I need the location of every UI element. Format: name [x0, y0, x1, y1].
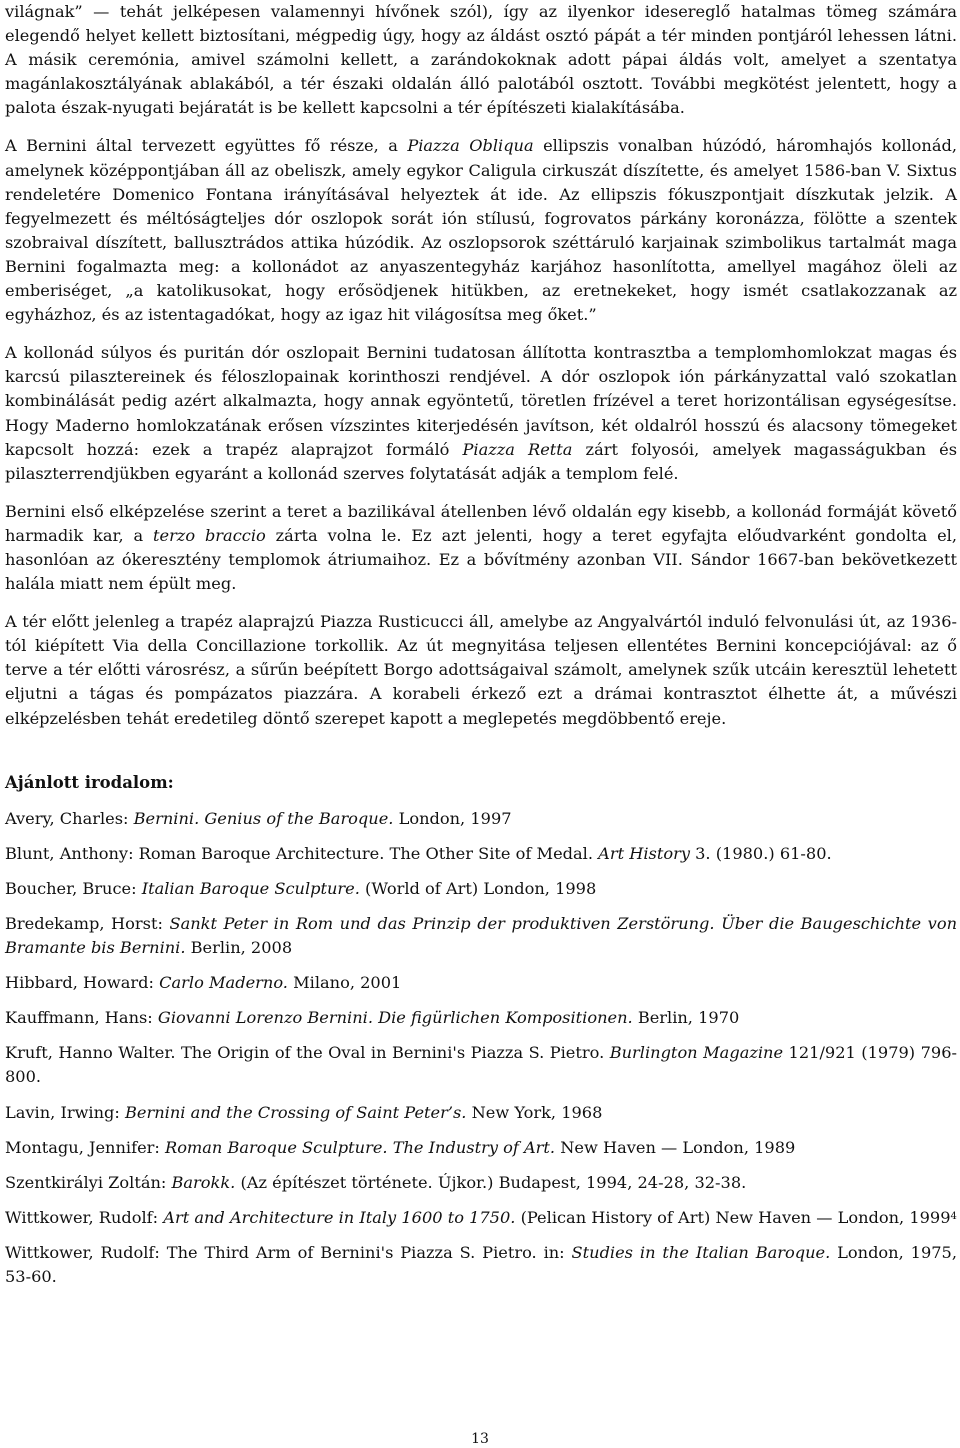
- reference-title: Barokk.: [171, 1172, 236, 1192]
- paragraph-text: Bernini első elképzelése szerint a teret a bazilikával átellenben lévő oldalán egy kisebb, a kollonád formáját követő harmadik kar, a: [5, 501, 957, 545]
- reference-item: [5, 971, 957, 995]
- reference-author: Blunt, Anthony: Roman Baroque Architecture. The Other Site of Medal.: [5, 843, 599, 863]
- paragraph-text: A kollonád súlyos és puritán dór oszlopait Bernini tudatosan állította kontrasztba a templomhomlokzat magas és karcsú pilasztereinek és féloszlopainak korinthoszi rendjével. A dór oszlopok ión párkányzattal való szokatlan kombinálását pedig azért alkalmazta, hogy annak egyöntetű, töretlen frízével a teret horizontálisan egységesítse. Hogy Maderno homlokzatának erősen vízszintes kiterjedésén javítson, két oldalról hosszú és alacsony tömegeket kapcsolt hozzá: ezek a trapéz alaprajzot formáló: [5, 343, 957, 459]
- reference-details: Milano, 2001: [287, 973, 402, 993]
- reference-title: Sankt Peter in Rom und das Prinzip der produktiven Zerstörung. Über die Baugeschichte von Bramante bis Bernini.: [5, 914, 957, 958]
- reference-author: Bredekamp, Horst:: [5, 914, 170, 933]
- reference-author: Montagu, Jennifer:: [5, 1137, 165, 1157]
- edition-superscript: 4: [950, 1210, 957, 1222]
- paragraph-text: A Bernini által tervezett együttes fő része, a: [5, 136, 408, 156]
- italic-term: terzo braccio: [152, 525, 266, 545]
- paragraph-text: A tér előtt jelenleg a trapéz alaprajzú Piazza Rusticucci áll, amelybe az Angyalvártól induló felvonulási út, az 1936-tól kiépített Via della Concillazione torkollik. Az út megnyitása teljesen ellentétes Bernini koncepciójával: az ő terve a tér előtti városrész, a sűrűn beépített Borgo adottságaival számolt, amelynek szűk utcáin keresztül lehetett eljutni a tágas és pompázatos piazzára. A korabeli érkező ezt a drámai kontrasztot élhette át, a művészi elképzelésben tehát eredetileg döntő szerepet kapott a meglepetés megdöbbentő ereje.: [5, 612, 957, 728]
- reference-author: Avery, Charles:: [5, 808, 134, 828]
- reference-author: Kruft, Hanno Walter. The Origin of the Oval in Bernini's Piazza S. Pietro.: [5, 1043, 610, 1063]
- reference-details: London, 1997: [393, 808, 512, 828]
- italic-term: Piazza Obliqua: [407, 136, 534, 156]
- reference-title: Giovanni Lorenzo Bernini. Die figürlichen Kompositionen.: [157, 1008, 633, 1028]
- reference-details: Berlin, 1970: [632, 1008, 740, 1028]
- reference-item: [5, 842, 957, 866]
- reference-title: Studies in the Italian Baroque.: [571, 1242, 831, 1262]
- reference-details: (Pelican History of Art) New Haven — London, 1999: [515, 1207, 951, 1227]
- paragraph-text: ellipszis vonalban húzódó, háromhajós kollonád, amelynek középpontjában áll az obeliszk, amely egykor Caligula cirkuszát díszítette, és amelyet 1586-ban V. Sixtus rendeletére Domenico Fontana irányításával helyeztek át ide. Az ellipszis fókuszpontjait díszkutak jelzik. A fegyelmezett és méltóságteljes dór oszlopok sorát ión stílusú, fogrovatos párkány koronázza, fölötte a szentek szobraival díszített, ballusztrádos attika húzódik. Az oszlopsorok széttáruló karjainak szimbolikus tartalmát maga Bernini fogalmazta meg: a kollonádot az anyaszentegyház karjához hasonlította, amellyel magához öleli az emberiséget, „a katolikusokat, hogy erősödjenek hitükben, az eretnekeket, hogy ismét csatlakozzanak az egyházhoz, és az istentagadókat, hogy az igaz hit világosítsa meg őket.”: [5, 136, 958, 325]
- reference-item: [5, 1171, 957, 1195]
- reference-details: 3. (1980.) 61-80.: [689, 843, 832, 863]
- page-number: 13: [471, 1431, 489, 1447]
- reference-item: [5, 1136, 957, 1160]
- reference-details: New York, 1968: [466, 1102, 603, 1122]
- reference-author: Szentkirályi Zoltán:: [5, 1172, 172, 1192]
- reference-details: 121/921 (1979) 796-800.: [5, 1043, 957, 1087]
- paragraph-1: [5, 0, 957, 120]
- paragraph-text: világnak” — tehát jelképesen valamennyi hívőnek szól), így az ilyenkor idesereglő hatalmas tömeg számára elegendő helyet kellett biztosítani, mégpedig úgy, hogy az áldást osztó pápát a tér minden pontjáról lehessen látni. A másik ceremónia, amivel számolni kellett, a zarándokoknak adott pápai áldás volt, amelyet a szentatya magánlakosztályának ablakából, a tér északi oldalán álló palotából osztott. További megkötést jelentett, hogy a palota észak-nyugati bejáratát is be kellett kapcsolni a tér építészeti kialakításába.: [5, 2, 957, 118]
- reference-item: [5, 1006, 957, 1030]
- reference-item: [5, 877, 957, 901]
- section-heading: Ajánlott irodalom:: [5, 772, 174, 792]
- reference-author: Hibbard, Howard:: [5, 973, 160, 993]
- reference-details: London, 1975, 53-60.: [5, 1242, 957, 1287]
- paragraph-2: [5, 134, 957, 327]
- reference-title: Burlington Magazine: [609, 1043, 784, 1063]
- paragraph-4: [5, 500, 957, 596]
- reference-item: [5, 912, 957, 960]
- reference-author: Boucher, Bruce:: [5, 878, 142, 898]
- reference-title: Art History: [598, 843, 690, 863]
- reference-list: [5, 807, 957, 1289]
- reference-item: [5, 1101, 957, 1125]
- reference-title: Italian Baroque Sculpture.: [141, 878, 360, 898]
- paragraph-text: zárta volna le. Ez azt jelenti, hogy a teret egyfajta előudvarként gondolta el, hasonlóan az ókeresztény templomok átriumaihoz. Ez a bővítmény azonban VII. Sándor 1667-ban bekövetkezett halála miatt nem épült meg.: [5, 525, 957, 594]
- reference-title: Bernini and the Crossing of Saint Peter’s.: [125, 1102, 467, 1122]
- paragraph-text: zárt folyosói, amelyek magasságukban és pilaszterrendjükben egyaránt a kollonád szerves folytatását adják a templom felé.: [5, 439, 957, 483]
- reference-item: [5, 1041, 957, 1089]
- reference-details: Berlin, 2008: [185, 938, 293, 958]
- reference-details: New Haven — London, 1989: [555, 1137, 796, 1157]
- reference-author: Wittkower, Rudolf:: [5, 1207, 164, 1227]
- reference-details: (World of Art) London, 1998: [359, 878, 597, 898]
- reference-item: [5, 1241, 957, 1289]
- reference-title: Bernini. Genius of the Baroque.: [133, 808, 394, 828]
- reference-title: Art and Architecture in Italy 1600 to 1750.: [163, 1207, 516, 1227]
- italic-term: Piazza Retta: [462, 439, 573, 459]
- reference-details: (Az építészet története. Újkor.) Budapest, 1994, 24-28, 32-38.: [235, 1172, 747, 1192]
- reference-author: Kauffmann, Hans:: [5, 1008, 158, 1028]
- reference-title: Carlo Maderno.: [159, 973, 288, 993]
- reference-title: Roman Baroque Sculpture. The Industry of Art.: [165, 1137, 556, 1157]
- reference-author: Lavin, Irwing:: [5, 1102, 125, 1122]
- paragraph-3: [5, 341, 957, 486]
- document-page: [5, 0, 957, 1300]
- paragraph-5: [5, 610, 957, 730]
- reference-author: Wittkower, Rudolf: The Third Arm of Bernini's Piazza S. Pietro. in:: [5, 1242, 572, 1262]
- body-text: [5, 0, 957, 731]
- reference-item: [5, 807, 957, 831]
- reference-item: [5, 1206, 957, 1230]
